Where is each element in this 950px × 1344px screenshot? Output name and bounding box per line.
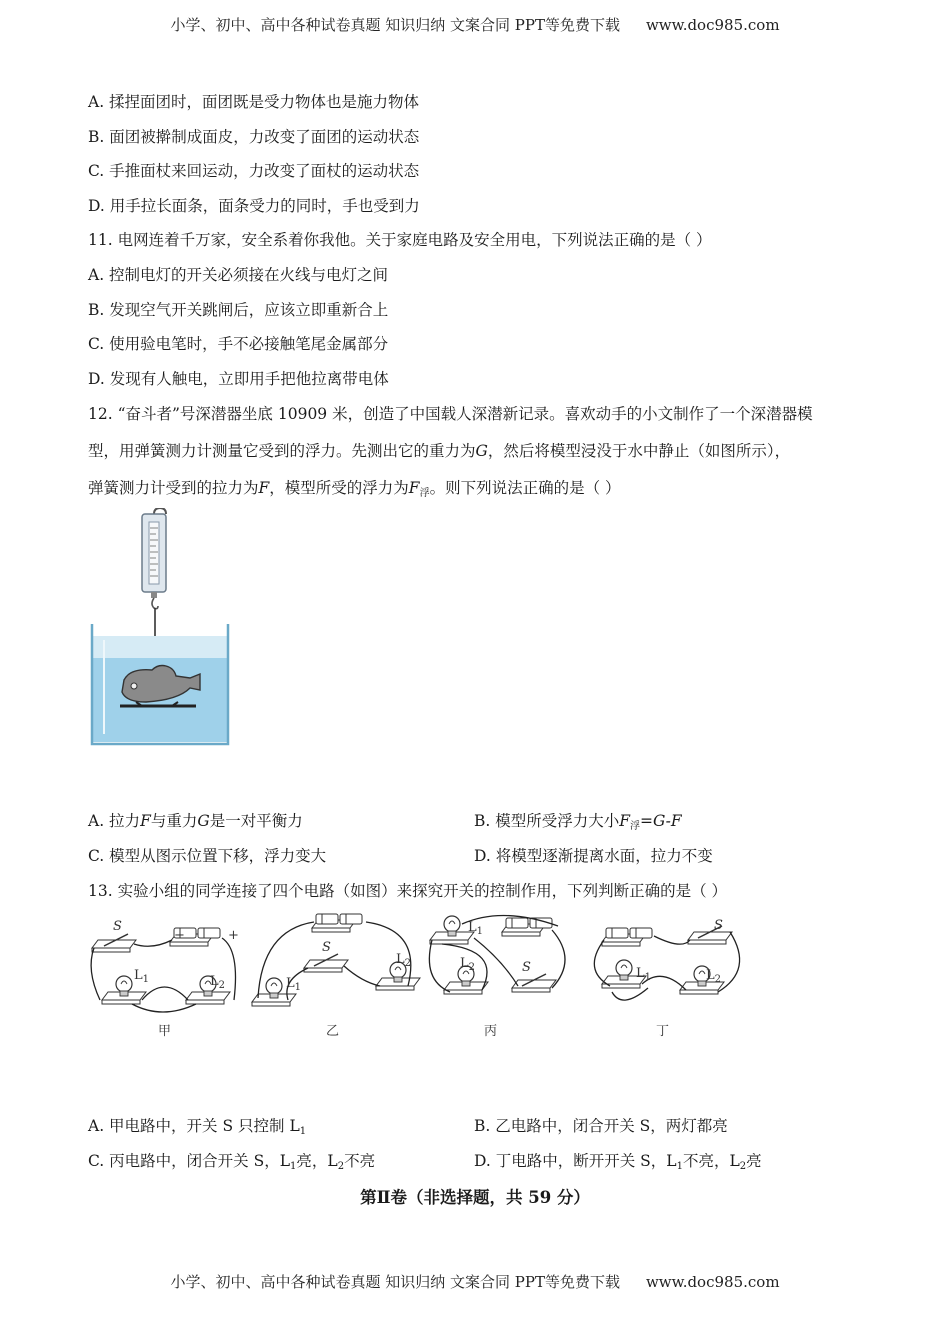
ding-l1-sub: 1 xyxy=(644,972,652,983)
circuit-bing xyxy=(429,915,565,994)
q13-option-c xyxy=(88,1149,375,1172)
circuit-ding xyxy=(594,926,739,1000)
q12-option-c: C. 模型从图示位置下移，浮力变大 xyxy=(88,847,327,865)
q12-optB-eq: = xyxy=(640,812,654,830)
q12-optB-expr: G-F xyxy=(653,812,682,830)
q12-optA-a: A. 拉力 xyxy=(88,812,141,830)
page-footer xyxy=(0,1271,950,1292)
q12-optA-c: 是一对平衡力 xyxy=(209,812,303,830)
q12-line3-c: 。则下列说法正确的是（ ） xyxy=(429,479,621,497)
q13-optD-c: 亮 xyxy=(746,1152,762,1170)
q12-optA-b: 与重力 xyxy=(150,812,198,830)
footer-site: www.doc985.com xyxy=(645,1273,780,1291)
bing-l2-sub: 2 xyxy=(468,962,476,973)
q12-line2-b: ，然后将模型浸没于水中静止（如图所示）， xyxy=(487,442,791,460)
q12-optB-a: B. 模型所受浮力大小 xyxy=(474,812,620,830)
q12-line2 xyxy=(88,439,790,461)
caption-yi: 乙 xyxy=(326,1024,340,1039)
q12-figure xyxy=(86,508,236,748)
q12-option-d: D. 将模型逐渐提离水面，拉力不变 xyxy=(474,847,713,865)
footer-text: 小学、初中、高中各种试卷真题 知识归纳 文案合同 PPT等免费下载 xyxy=(170,1273,620,1291)
bing-label-l2 xyxy=(460,956,475,973)
q12-var-g: G xyxy=(475,442,488,460)
jia-l1-sub: 1 xyxy=(142,974,150,985)
q10-option-d: D. 用手拉长面条，面条受力的同时，手也受到力 xyxy=(88,197,420,215)
q12-var-f: F xyxy=(258,479,270,497)
water-surface xyxy=(92,636,228,660)
yi-l2-l: L xyxy=(396,952,405,967)
q13-option-b: B. 乙电路中，闭合开关 S，两灯都亮 xyxy=(474,1117,728,1135)
q11-option-d: D. 发现有人触电，立即用手把他拉离带电体 xyxy=(88,370,389,388)
ding-label-l1 xyxy=(636,966,651,983)
q13-optC-a: C. 丙电路中，闭合开关 S，L xyxy=(88,1152,291,1170)
bing-label-l1 xyxy=(468,920,483,937)
jia-l2-sub: 2 xyxy=(218,980,226,991)
header-site: www.doc985.com xyxy=(645,16,780,34)
bing-label-s: S xyxy=(522,960,531,975)
q12-optA-g: G xyxy=(197,812,210,830)
ding-label-l2 xyxy=(706,968,721,985)
q12-float-sub: 浮 xyxy=(419,488,430,499)
q13-optD-sub1: 1 xyxy=(676,1161,683,1172)
ding-l2-sub: 2 xyxy=(714,974,722,985)
ding-l2-l: L xyxy=(706,968,715,983)
circuit-yi xyxy=(252,914,420,1006)
yi-label-l2 xyxy=(396,952,411,969)
q13-optD-b: 不亮，L xyxy=(682,1152,740,1170)
caption-jia: 甲 xyxy=(158,1024,172,1039)
yi-label-s: S xyxy=(322,940,331,955)
bing-l1-l: L xyxy=(468,920,477,935)
q12-line3-b: ，模型所受的浮力为 xyxy=(269,479,409,497)
q13-optD-a: D. 丁电路中，断开开关 S，L xyxy=(474,1152,677,1170)
q12-optA-f: F xyxy=(140,812,151,830)
q12-option-a xyxy=(88,809,303,831)
ding-label-s: S xyxy=(714,918,723,933)
ding-l1-l: L xyxy=(636,966,645,981)
yi-l2-sub: 2 xyxy=(404,958,412,969)
q13-option-a xyxy=(88,1114,306,1137)
jia-label-s: S xyxy=(113,919,122,934)
q10-option-c: C. 手推面杖来回运动，力改变了面杖的运动状态 xyxy=(88,162,420,180)
caption-bing: 丙 xyxy=(484,1024,498,1039)
q11-option-a: A. 控制电灯的开关必须接在火线与电灯之间 xyxy=(88,266,389,284)
q11-option-c: C. 使用验电笔时，手不必接触笔尾金属部分 xyxy=(88,335,389,353)
jia-l2-l: L xyxy=(210,974,219,989)
q11-option-b: B. 发现空气开关跳闸后，应该立即重新合上 xyxy=(88,301,389,319)
q12-line1: 12. “奋斗者”号深潜器坐底 10909 米，创造了中国载人深潜新记录。喜欢动手的小文制作了一个深潜器模 xyxy=(88,405,813,423)
bing-l2-l: L xyxy=(460,956,469,971)
q12-line2-a: 型，用弹簧测力计测量它受到的浮力。先测出它的重力为 xyxy=(88,442,476,460)
caption-ding: 丁 xyxy=(656,1024,670,1039)
q10-option-b: B. 面团被擀制成面皮，力改变了面团的运动状态 xyxy=(88,128,420,146)
q11-stem: 11. 电网连着千万家，安全系着你我他。关于家庭电路及安全用电，下列说法正确的是（ ） xyxy=(88,231,712,249)
q10-option-a: A. 揉捏面团时，面团既是受力物体也是施力物体 xyxy=(88,93,420,111)
q12-var-f2: F xyxy=(408,479,420,497)
jia-plus: + xyxy=(228,928,239,943)
q13-optC-sub1: 1 xyxy=(290,1161,297,1172)
section-title: 第Ⅱ卷（非选择题，共 59 分） xyxy=(360,1188,590,1207)
jia-label-l2 xyxy=(210,974,225,991)
q12-line3 xyxy=(88,476,621,499)
header-text: 小学、初中、高中各种试卷真题 知识归纳 文案合同 PPT等免费下载 xyxy=(170,16,620,34)
q13-optC-c: 不亮 xyxy=(344,1152,376,1170)
q13-optD-sub2: 2 xyxy=(739,1161,747,1172)
yi-l1-l: L xyxy=(286,976,295,991)
q12-option-b xyxy=(474,809,682,832)
jia-label-l1 xyxy=(134,968,149,985)
yi-label-l1 xyxy=(286,976,301,993)
q13-optC-b: 亮，L xyxy=(296,1152,338,1170)
yi-l1-sub: 1 xyxy=(294,982,302,993)
circuit-jia xyxy=(91,928,235,1012)
q12-optB-f: F xyxy=(619,812,631,830)
bing-l1-sub: 1 xyxy=(476,926,484,937)
q13-stem: 13. 实验小组的同学连接了四个电路（如图）来探究开关的控制作用，下列判断正确的是（ ） xyxy=(88,882,728,900)
q13-optC-sub2: 2 xyxy=(337,1161,345,1172)
q12-line3-a: 弹簧测力计受到的拉力为 xyxy=(88,479,259,497)
q13-optA-a: A. 甲电路中，开关 S 只控制 L xyxy=(88,1117,300,1135)
jia-l1-l: L xyxy=(134,968,143,983)
q13-optA-sub: 1 xyxy=(299,1126,307,1137)
page-header xyxy=(0,14,950,35)
q13-option-d xyxy=(474,1149,762,1172)
q12-optB-sub: 浮 xyxy=(630,821,641,832)
jia-minus: − xyxy=(174,928,185,943)
